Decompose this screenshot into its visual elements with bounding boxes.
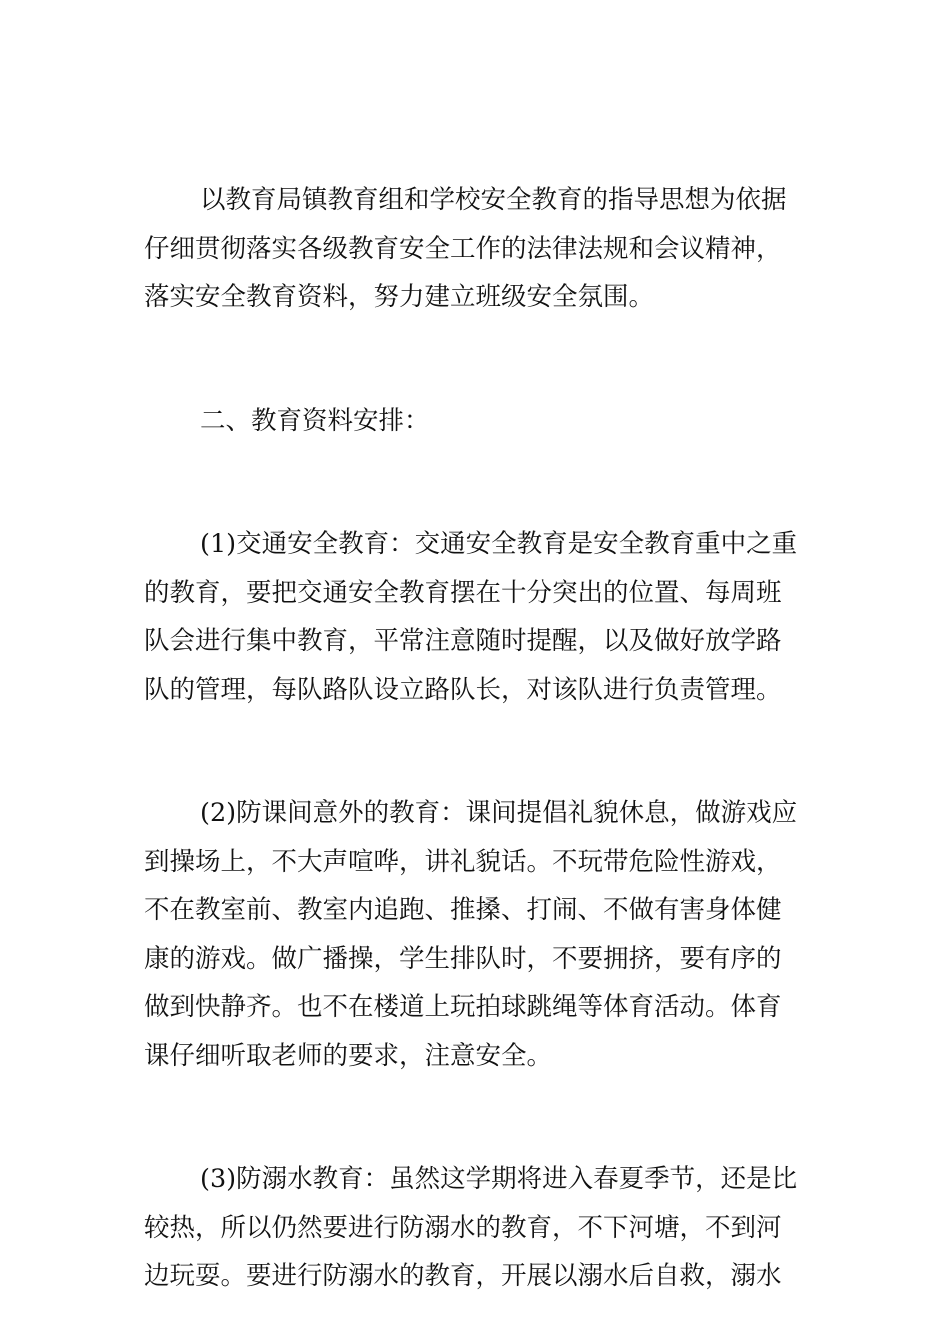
text-line: (1)交通安全教育：交通安全教育是安全教育重中之重: [200, 529, 798, 559]
text-line: 队会进行集中教育，平常注意随时提醒，以及做好放学路: [144, 626, 782, 656]
paragraph-drowning-prevention: [144, 1155, 810, 1301]
text-line: (2)防课间意外的教育：课间提倡礼貌休息，做游戏应: [200, 798, 798, 828]
section-heading: [144, 397, 810, 446]
section-heading-text: 二、教育资料安排：: [200, 405, 430, 436]
paragraph-break-accident: [144, 789, 810, 1080]
text-line: 康的游戏。做广播操，学生排队时，不要拥挤，要有序的: [144, 943, 782, 974]
paragraph-spacer: [144, 714, 810, 789]
text-line: 做到快静齐。也不在楼道上玩拍球跳绳等体育活动。体育: [144, 992, 782, 1022]
text-line: 队的管理，每队路队设立路队长，对该队进行负责管理。: [144, 674, 782, 705]
text-line: 到操场上，不大声喧哗，讲礼貌话。不玩带危险性游戏，: [144, 846, 782, 877]
text-line: 以教育局镇教育组和学校安全教育的指导思想为依据: [200, 185, 787, 215]
paragraph-guiding-ideology: [144, 176, 810, 322]
text-line: 落实安全教育资料，努力建立班级安全氛围。: [144, 282, 655, 312]
paragraph-spacer: [144, 1080, 810, 1155]
paragraph-traffic-safety: [144, 520, 810, 714]
text-line: 不在教室前、教室内追跑、推搡、打闹、不做有害身体健: [144, 895, 782, 925]
text-line: (3)防溺水教育：虽然这学期将进入春夏季节，还是比: [200, 1164, 798, 1194]
paragraph-spacer: [144, 322, 810, 397]
paragraph-spacer: [144, 445, 810, 520]
text-line: 仔细贯彻落实各级教育安全工作的法律法规和会议精神，: [144, 233, 782, 264]
document-body: [144, 176, 810, 1301]
text-line: 较热，所以仍然要进行防溺水的教育，不下河塘，不到河: [144, 1212, 782, 1243]
text-line: 的教育，要把交通安全教育摆在十分突出的位置、每周班: [144, 577, 782, 608]
text-line: 边玩耍。要进行防溺水的教育，开展以溺水后自救，溺水: [144, 1261, 782, 1291]
text-line: 课仔细听取老师的要求，注意安全。: [144, 1040, 553, 1071]
